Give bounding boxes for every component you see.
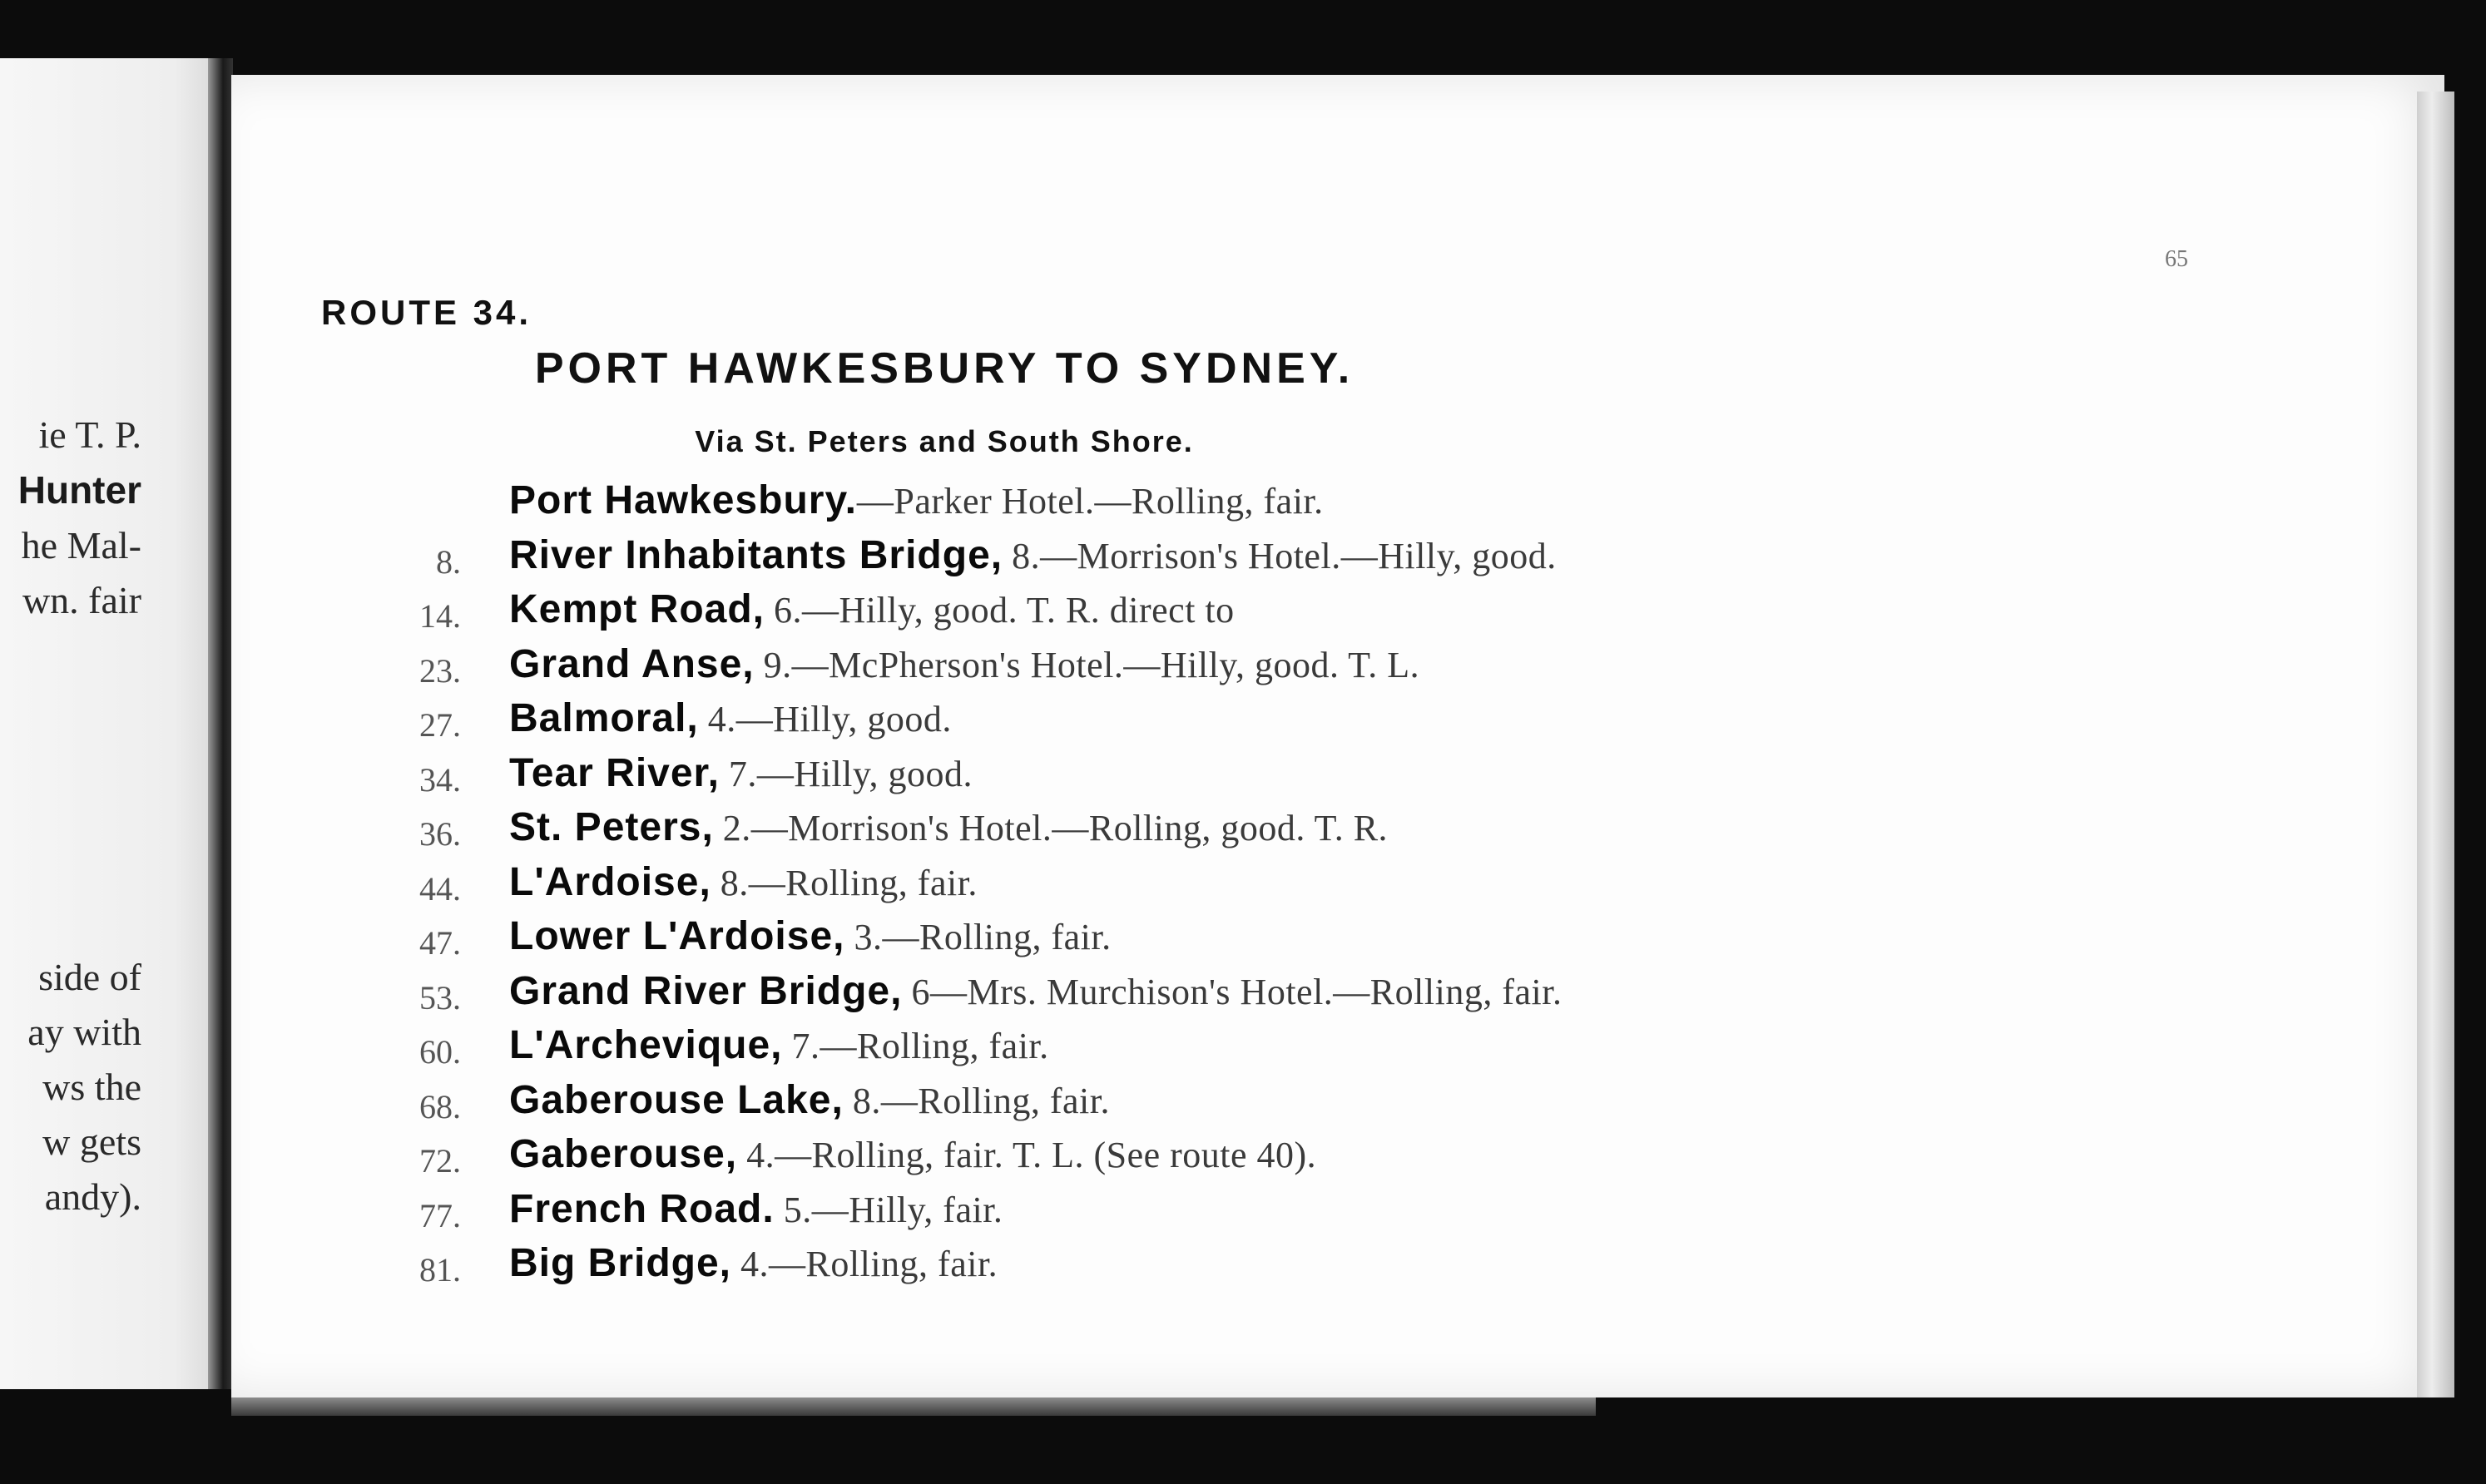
page-number: 65	[2165, 246, 2188, 272]
stop-place: Port Hawkesbury.	[509, 478, 857, 522]
stop-place: Tear River,	[509, 750, 720, 795]
stop-row	[0, 1186, 1914, 1241]
route-subtitle: Via St. Peters and South Shore.	[695, 424, 1194, 458]
stop-mileage: 8.	[436, 542, 461, 581]
left-line: wn. fair	[22, 579, 141, 621]
left-line: ie T. P.	[38, 413, 141, 456]
stops-list	[0, 477, 1914, 1295]
stop-row	[0, 641, 1914, 696]
stop-description: 7.—Rolling, fair.	[791, 1026, 1049, 1066]
stop-place: French Road.	[509, 1186, 775, 1231]
page-fold-shadow	[231, 1397, 1596, 1416]
stop-mileage: 53.	[419, 978, 461, 1017]
stop-description: 5.—Hilly, fair.	[783, 1189, 1003, 1230]
left-line: ay with	[27, 1011, 141, 1053]
stop-place: River Inhabitants Bridge,	[509, 532, 1003, 577]
stop-description: 8.—Morrison's Hotel.—Hilly, good.	[1012, 535, 1557, 576]
stop-description: 2.—Morrison's Hotel.—Rolling, good. T. R.	[722, 808, 1389, 848]
stop-mileage: 60.	[419, 1033, 461, 1071]
stop-description: 6—Mrs. Murchison's Hotel.—Rolling, fair.	[911, 971, 1562, 1012]
stop-mileage: 77.	[419, 1196, 461, 1234]
stop-row	[0, 859, 1914, 914]
stop-mileage: 44.	[419, 869, 461, 908]
route-title: PORT HAWKESBURY TO SYDNEY.	[534, 344, 1354, 393]
stop-row	[0, 1240, 1914, 1295]
route-label: ROUTE 34.	[321, 293, 532, 332]
stop-description: 6.—Hilly, good. T. R. direct to	[774, 590, 1235, 631]
left-line: w gets	[42, 1120, 141, 1163]
stop-mileage: 34.	[419, 760, 461, 799]
stop-mileage: 81.	[419, 1251, 461, 1289]
stop-row	[0, 913, 1914, 968]
stop-row	[0, 532, 1914, 587]
stop-description: —Parker Hotel.—Rolling, fair.	[856, 481, 1324, 522]
stop-place: Balmoral,	[509, 696, 699, 740]
left-line: Hunter	[17, 468, 141, 512]
stop-row	[0, 750, 1914, 805]
stop-mileage: 47.	[419, 924, 461, 962]
stop-description: 4.—Rolling, fair. T. L. (See route 40).	[746, 1135, 1317, 1175]
stop-place: Grand River Bridge,	[509, 968, 903, 1013]
stop-description: 8.—Rolling, fair.	[852, 1080, 1110, 1121]
stop-mileage: 68.	[419, 1087, 461, 1125]
stop-description: 4.—Rolling, fair.	[740, 1244, 998, 1284]
stop-mileage: 23.	[419, 651, 461, 690]
stop-row	[0, 1022, 1914, 1077]
stop-place: St. Peters,	[509, 805, 714, 849]
left-line: side of	[38, 956, 141, 998]
stop-description: 3.—Rolling, fair.	[854, 917, 1112, 957]
stop-place: Kempt Road,	[509, 587, 765, 631]
stop-description: 4.—Hilly, good.	[707, 699, 952, 740]
stop-description: 8.—Rolling, fair.	[720, 862, 978, 903]
left-line: ws the	[42, 1066, 141, 1108]
left-line: he Mal-	[21, 524, 141, 566]
stop-place: L'Archevique,	[509, 1023, 783, 1067]
stop-row	[0, 968, 1914, 1023]
stop-mileage: 27.	[419, 706, 461, 744]
stop-row	[0, 477, 1914, 532]
left-line: andy).	[44, 1175, 141, 1218]
stop-row	[0, 804, 1914, 859]
stop-row	[0, 695, 1914, 750]
stop-place: Lower L'Ardoise,	[509, 914, 845, 958]
stop-description: 9.—McPherson's Hotel.—Hilly, good. T. L.	[763, 644, 1420, 685]
stop-place: Big Bridge,	[509, 1241, 732, 1285]
stop-place: Grand Anse,	[509, 641, 755, 686]
stop-row	[0, 1077, 1914, 1132]
stop-place: L'Ardoise,	[509, 859, 711, 904]
stop-mileage: 72.	[419, 1142, 461, 1180]
stop-place: Gaberouse Lake,	[509, 1077, 844, 1122]
stop-mileage: 14.	[419, 597, 461, 635]
stop-description: 7.—Hilly, good.	[728, 753, 973, 794]
stop-row	[0, 586, 1914, 641]
stop-place: Gaberouse,	[509, 1132, 738, 1176]
stop-mileage: 36.	[419, 815, 461, 853]
stop-row	[0, 1131, 1914, 1186]
page-edge	[2417, 92, 2454, 1397]
